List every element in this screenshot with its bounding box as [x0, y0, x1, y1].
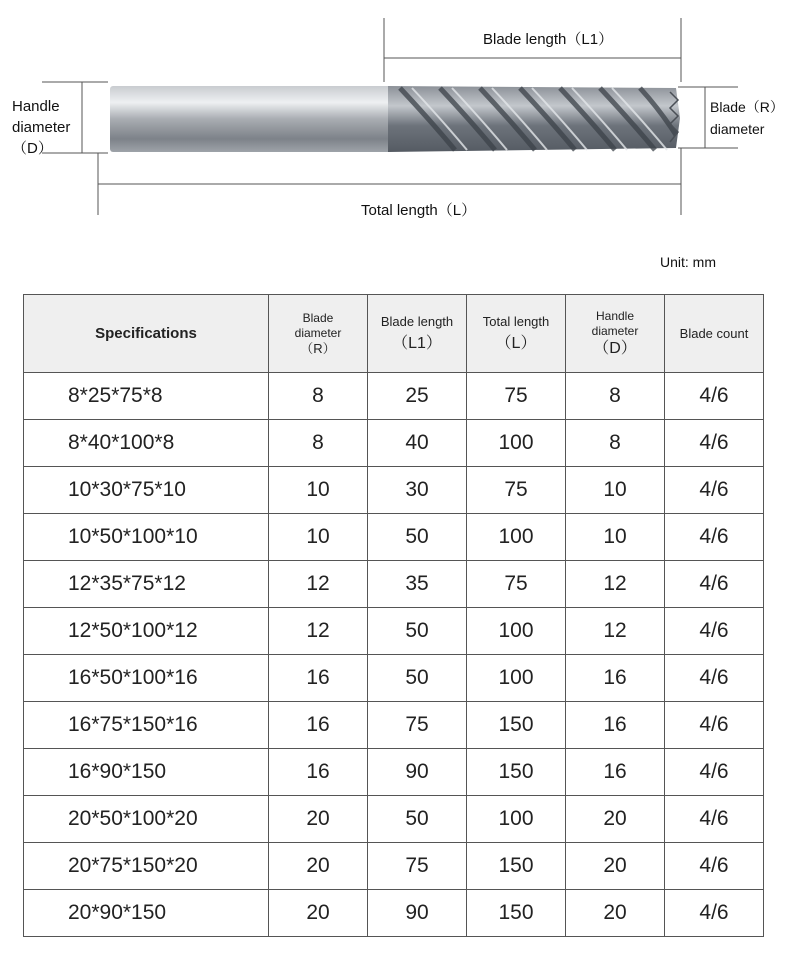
cell-blade-count: 4/6 — [665, 420, 764, 467]
tool-blade — [388, 86, 680, 152]
cell-specification: 16*50*100*16 — [24, 655, 269, 702]
handle-diameter-label-line1: Handle — [12, 98, 60, 115]
cell-handle-diameter: 8 — [566, 373, 665, 420]
cell-blade-count: 4/6 — [665, 796, 764, 843]
cell-blade-count: 4/6 — [665, 467, 764, 514]
table-body — [24, 373, 764, 937]
cell-blade-count: 4/6 — [665, 655, 764, 702]
table-row — [24, 608, 764, 655]
cell-blade-diameter: 12 — [269, 608, 368, 655]
cell-total-length: 100 — [467, 608, 566, 655]
cell-blade-count: 4/6 — [665, 890, 764, 937]
header-total-length-line2: （L） — [495, 335, 537, 352]
table-row — [24, 890, 764, 937]
header-specifications: Specifications — [24, 295, 269, 373]
header-handle-diameter-line3: （D） — [593, 339, 637, 357]
blade-diameter-label — [710, 96, 784, 140]
cell-blade-diameter: 10 — [269, 467, 368, 514]
cell-blade-diameter: 20 — [269, 843, 368, 890]
cell-handle-diameter: 16 — [566, 655, 665, 702]
cell-blade-count: 4/6 — [665, 702, 764, 749]
cell-specification: 20*75*150*20 — [24, 843, 269, 890]
handle-diameter-label — [12, 96, 70, 159]
cell-blade-diameter: 20 — [269, 796, 368, 843]
table-row — [24, 467, 764, 514]
cell-handle-diameter: 20 — [566, 843, 665, 890]
table-row — [24, 420, 764, 467]
table-row — [24, 373, 764, 420]
cell-blade-diameter: 12 — [269, 561, 368, 608]
total-length-label: Total length（L） — [361, 202, 477, 219]
cell-handle-diameter: 10 — [566, 514, 665, 561]
cell-blade-length: 50 — [368, 796, 467, 843]
cell-blade-count: 4/6 — [665, 373, 764, 420]
cell-total-length: 75 — [467, 373, 566, 420]
header-blade-diameter-line1: Blade — [302, 311, 334, 325]
cell-blade-diameter: 20 — [269, 890, 368, 937]
cell-blade-count: 4/6 — [665, 514, 764, 561]
cell-specification: 12*50*100*12 — [24, 608, 269, 655]
cell-blade-length: 75 — [368, 702, 467, 749]
header-handle-diameter-line2: diameter — [591, 323, 639, 338]
table-row — [24, 655, 764, 702]
cell-total-length: 75 — [467, 467, 566, 514]
table-row — [24, 796, 764, 843]
unit-label: Unit: mm — [660, 254, 716, 270]
table-row — [24, 561, 764, 608]
handle-diameter-label-line3: （D） — [12, 140, 53, 157]
cell-handle-diameter: 16 — [566, 749, 665, 796]
handle-diameter-label-line2: diameter — [12, 119, 71, 136]
header-blade-diameter-line3: （R） — [300, 341, 336, 356]
cell-blade-length: 25 — [368, 373, 467, 420]
cell-total-length: 150 — [467, 749, 566, 796]
header-blade-count — [665, 295, 764, 373]
cell-specification: 20*50*100*20 — [24, 796, 269, 843]
header-total-length-line1: Total length — [482, 314, 550, 329]
cell-blade-length: 50 — [368, 608, 467, 655]
table-row — [24, 514, 764, 561]
table-header-row — [24, 295, 764, 373]
cell-specification: 16*75*150*16 — [24, 702, 269, 749]
cell-blade-diameter: 16 — [269, 749, 368, 796]
header-blade-length — [368, 295, 467, 373]
cell-handle-diameter: 20 — [566, 796, 665, 843]
cell-total-length: 150 — [467, 702, 566, 749]
cell-blade-length: 40 — [368, 420, 467, 467]
header-blade-diameter-line2: diameter — [294, 326, 342, 340]
header-blade-count-text: Blade count — [679, 326, 749, 341]
cell-specification: 16*90*150 — [24, 749, 269, 796]
tool-shank — [110, 86, 392, 152]
cell-blade-length: 30 — [368, 467, 467, 514]
cell-blade-length: 35 — [368, 561, 467, 608]
cell-handle-diameter: 8 — [566, 420, 665, 467]
cell-total-length: 75 — [467, 561, 566, 608]
header-handle-diameter — [566, 295, 665, 373]
specifications-table — [23, 294, 764, 937]
cell-blade-count: 4/6 — [665, 561, 764, 608]
blade-length-label: Blade length（L1） — [483, 31, 614, 48]
cell-specification: 8*25*75*8 — [24, 373, 269, 420]
cell-total-length: 150 — [467, 843, 566, 890]
cell-blade-length: 90 — [368, 890, 467, 937]
cell-handle-diameter: 12 — [566, 608, 665, 655]
cell-blade-diameter: 8 — [269, 373, 368, 420]
cell-handle-diameter: 12 — [566, 561, 665, 608]
table-row — [24, 749, 764, 796]
cell-blade-count: 4/6 — [665, 608, 764, 655]
cell-handle-diameter: 10 — [566, 467, 665, 514]
end-mill-diagram — [0, 0, 790, 240]
header-blade-diameter — [269, 295, 368, 373]
table-row — [24, 702, 764, 749]
cell-blade-diameter: 8 — [269, 420, 368, 467]
cell-total-length: 100 — [467, 420, 566, 467]
cell-handle-diameter: 20 — [566, 890, 665, 937]
header-blade-length-line2: （L1） — [392, 335, 442, 352]
cell-total-length: 100 — [467, 655, 566, 702]
cell-blade-length: 90 — [368, 749, 467, 796]
blade-diameter-label-line2: diameter — [710, 121, 765, 137]
cell-specification: 12*35*75*12 — [24, 561, 269, 608]
cell-total-length: 100 — [467, 796, 566, 843]
cell-specification: 20*90*150 — [24, 890, 269, 937]
cell-blade-diameter: 16 — [269, 702, 368, 749]
cell-specification: 10*30*75*10 — [24, 467, 269, 514]
cell-total-length: 150 — [467, 890, 566, 937]
cell-blade-diameter: 16 — [269, 655, 368, 702]
cell-blade-count: 4/6 — [665, 843, 764, 890]
cell-specification: 10*50*100*10 — [24, 514, 269, 561]
header-blade-length-line1: Blade length — [380, 314, 454, 329]
cell-blade-length: 50 — [368, 655, 467, 702]
cell-blade-length: 50 — [368, 514, 467, 561]
blade-diameter-label-line1: Blade（R） — [710, 99, 784, 115]
table-row — [24, 843, 764, 890]
header-handle-diameter-line1: Handle — [595, 308, 635, 323]
cell-total-length: 100 — [467, 514, 566, 561]
cell-blade-length: 75 — [368, 843, 467, 890]
cell-specification: 8*40*100*8 — [24, 420, 269, 467]
cell-blade-diameter: 10 — [269, 514, 368, 561]
cell-blade-count: 4/6 — [665, 749, 764, 796]
header-total-length — [467, 295, 566, 373]
cell-handle-diameter: 16 — [566, 702, 665, 749]
